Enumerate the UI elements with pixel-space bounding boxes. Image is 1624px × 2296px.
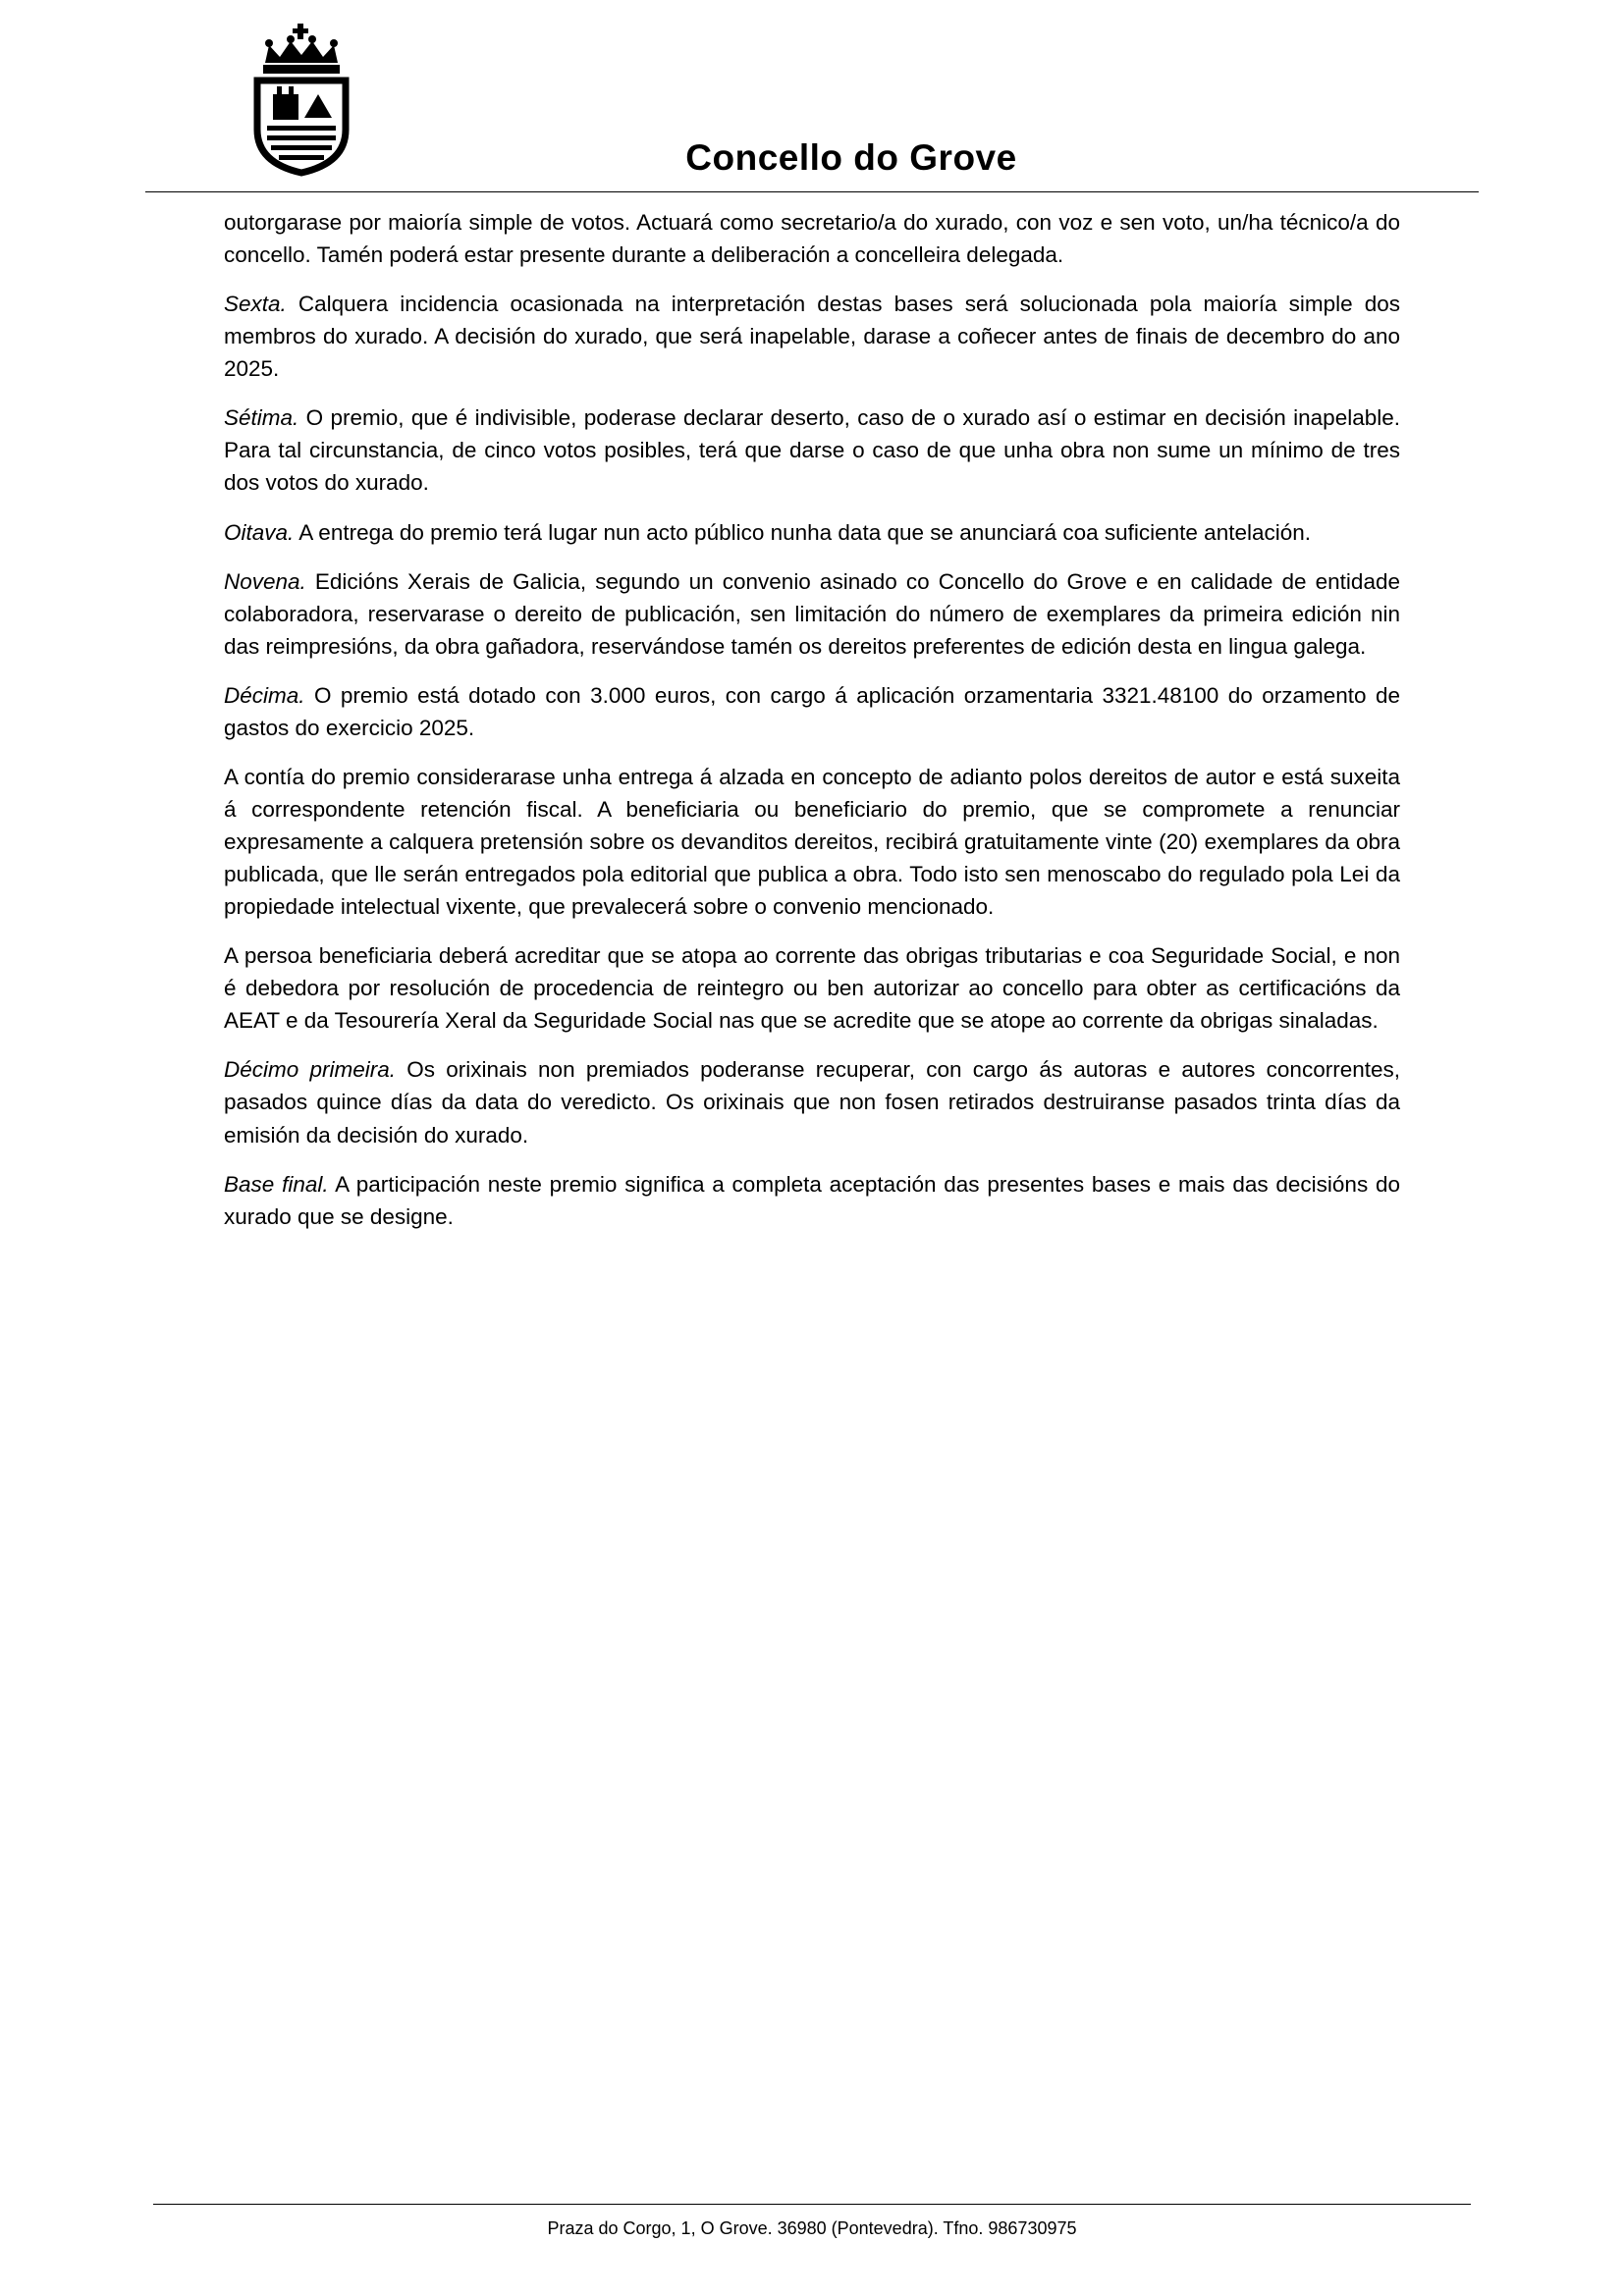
paragraph-text: O premio está dotado con 3.000 euros, con cargo á aplicación orzamentaria 3321.48100 do orzamento de gastos do exercicio 2025. [224,682,1400,740]
paragraph [224,206,1400,271]
paragraph-text: outorgarase por maioría simple de votos. Actuará como secretario/a do xurado, con voz e sen voto, un/ha técnico/a do concello. Tamén poderá estar presente durante a deliberación a concelleira delegada. [224,210,1400,268]
paragraph-text: O premio, que é indivisible, poderase declarar deserto, caso de o xurado así o estimar en decisión inapelable. Para tal circunstancia, de cinco votos posibles, terá que darse o caso de que unha obra non sume un mínimo de tres dos votos do xurado. [224,405,1400,496]
footer-divider [153,2204,1471,2205]
paragraph-text: Os orixinais non premiados poderanse recuperar, con cargo ás autoras e autores concorrentes, pasados quince días da data do veredicto. Os orixinais que non fosen retirados destruiranse pasados trinta días da emisión da decisión do xurado. [224,1057,1400,1148]
paragraph-lead: Décimo primeira. [224,1057,397,1083]
paragraph [224,1168,1400,1233]
paragraph [224,401,1400,499]
paragraph-lead: Sexta. [224,292,287,317]
paragraph [224,516,1400,549]
document-header [216,0,1408,192]
coat-of-arms-icon [244,20,359,177]
document-footer [224,2204,1400,2241]
header-divider [145,191,1479,192]
paragraph [224,288,1400,385]
paragraph-text: A entrega do premio terá lugar nun acto público nunha data que se anunciará coa suficiente antelación. [294,519,1312,545]
document-body [224,192,1400,1233]
paragraph-text: A contía do premio considerarase unha entrega á alzada en concepto de adianto polos dereitos de autor e está suxeita á correspondente retención fiscal. A beneficiaria ou beneficiario do premio, que se compromete a renunciar expresamente a calquera pretensión sobre os devanditos dereitos, recibirá gratuitamente vinte (20) exemplares da obra publicada, que lle serán entregados pola editorial que publica a obra. Todo isto sen menoscabo do regulado pola Lei da propiedade intelectual vixente, que prevalecerá sobre o convenio mencionado. [224,764,1400,920]
page-title: Concello do Grove [685,137,1017,178]
paragraph [224,1053,1400,1150]
paragraph-text: A participación neste premio significa a completa aceptación das presentes bases e mais das decisións do xurado que se designe. [224,1171,1400,1229]
paragraph [224,679,1400,744]
paragraph [224,761,1400,923]
paragraph-text: Calquera incidencia ocasionada na interpretación destas bases será solucionada pola maioría simple dos membros do xurado. A decisión do xurado, que será inapelable, darase a coñecer antes de finais de decembro do ano 2025. [224,292,1400,382]
footer-address: Praza do Corgo, 1, O Grove. 36980 (Pontevedra). Tfno. 986730975 [547,2217,1077,2238]
paragraph-lead: Novena. [224,568,306,594]
paragraph-lead: Oitava. [224,519,295,545]
paragraph-lead: Base final. [224,1171,329,1197]
paragraph-lead: Décima. [224,682,305,708]
paragraph [224,939,1400,1037]
paragraph-text: Edicións Xerais de Galicia, segundo un convenio asinado co Concello do Grove e en calidade de entidade colaboradora, reservarase o dereito de publicación, sen limitación do número de exemplares da primeira edición nin das reimpresións, da obra gañadora, reservándose tamén os dereitos preferentes de edición desta en lingua galega. [224,568,1400,659]
paragraph [224,565,1400,663]
paragraph-lead: Sétima. [224,405,299,431]
paragraph-text: A persoa beneficiaria deberá acreditar que se atopa ao corrente das obrigas tributarias e coa Seguridade Social, e non é debedora por resolución de procedencia de reintegro ou ben autorizar ao concello para obter as certificacións da AEAT e da Tesourería Xeral da Seguridade Social nas que se acredite que se atope ao corrente da obrigas sinaladas. [224,943,1400,1034]
